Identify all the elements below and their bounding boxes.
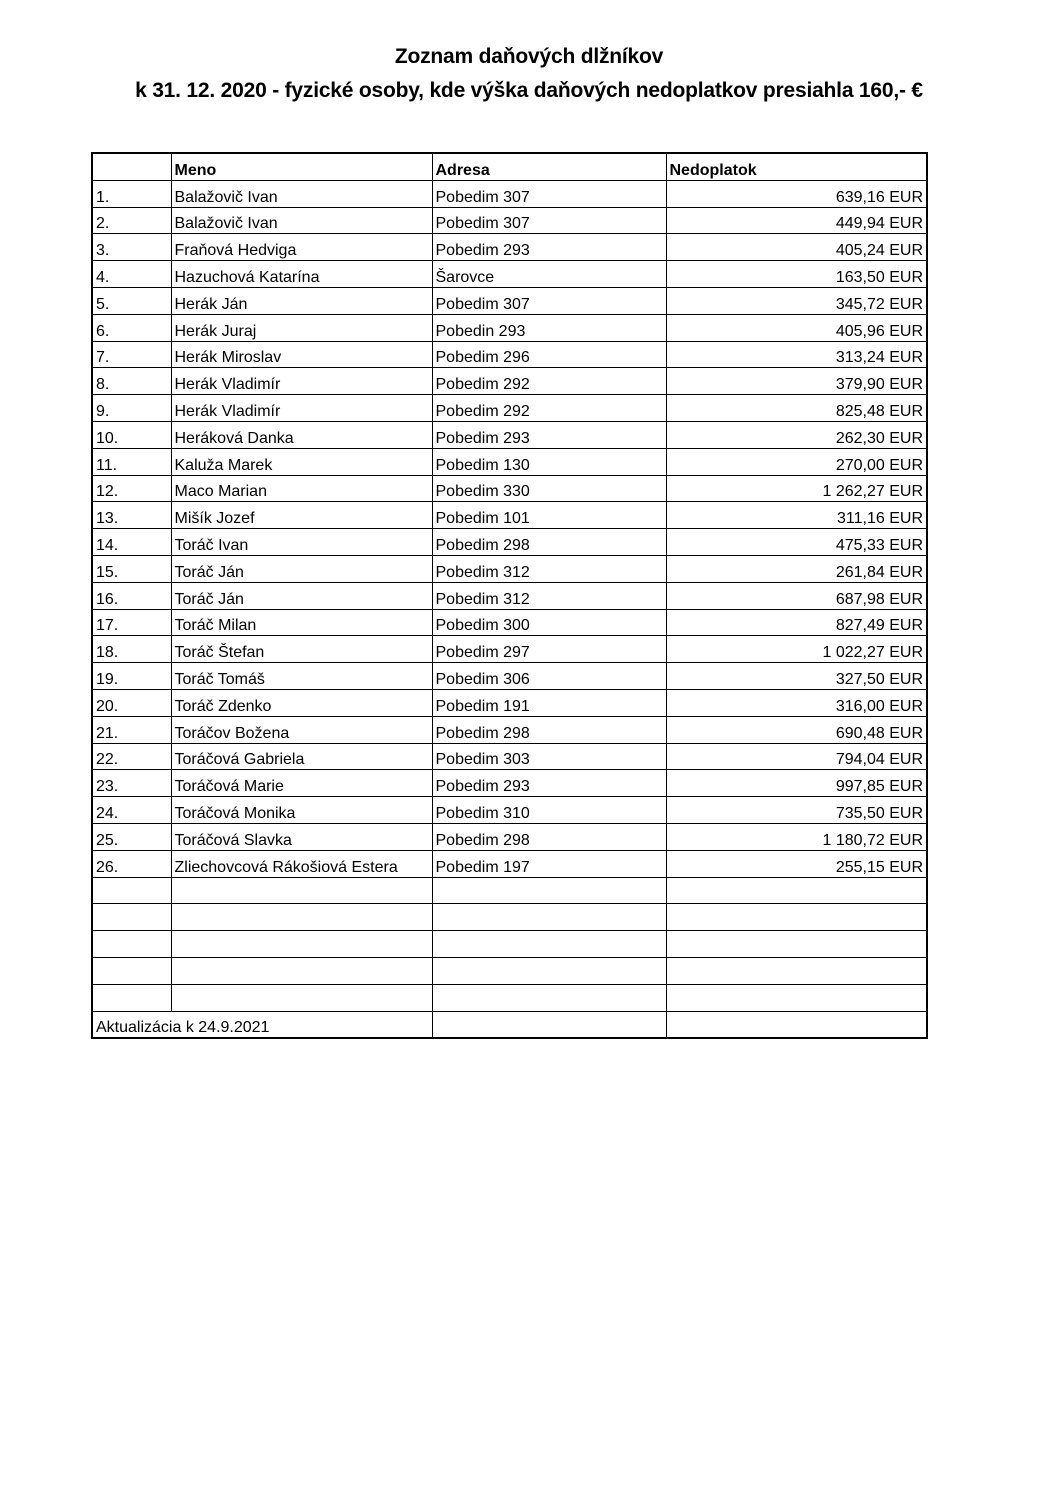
row-address: Pobedim 292	[432, 395, 666, 422]
row-amount: 735,50 EUR	[666, 797, 927, 824]
row-address: Pobedim 293	[432, 770, 666, 797]
table-row	[92, 180, 927, 207]
row-name: Toráčová Gabriela	[171, 743, 432, 770]
row-name: Toráčová Slavka	[171, 823, 432, 850]
row-name: Heráková Danka	[171, 421, 432, 448]
row-number: 2.	[92, 207, 171, 234]
row-amount: 690,48 EUR	[666, 716, 927, 743]
empty-cell	[432, 957, 666, 984]
row-address: Pobedim 310	[432, 797, 666, 824]
row-name: Toráč Zdenko	[171, 689, 432, 716]
row-amount: 379,90 EUR	[666, 368, 927, 395]
table-row	[92, 663, 927, 690]
row-name: Herák Vladimír	[171, 395, 432, 422]
row-amount: 405,96 EUR	[666, 314, 927, 341]
row-amount: 262,30 EUR	[666, 421, 927, 448]
table-row	[92, 555, 927, 582]
row-amount: 687,98 EUR	[666, 582, 927, 609]
row-name: Toráč Ján	[171, 582, 432, 609]
table-row	[92, 609, 927, 636]
row-amount: 449,94 EUR	[666, 207, 927, 234]
row-amount: 1 262,27 EUR	[666, 475, 927, 502]
row-number: 9.	[92, 395, 171, 422]
title-line-2: k 31. 12. 2020 - fyzické osoby, kde výška daňových nedoplatkov presiahla 160,- €	[135, 79, 923, 102]
row-number: 25.	[92, 823, 171, 850]
row-amount: 311,16 EUR	[666, 502, 927, 529]
table-row	[92, 743, 927, 770]
row-number: 20.	[92, 689, 171, 716]
row-number: 26.	[92, 850, 171, 877]
row-name: Toráčov Božena	[171, 716, 432, 743]
row-address: Pobedim 307	[432, 287, 666, 314]
row-number: 6.	[92, 314, 171, 341]
row-name: Toráč Milan	[171, 609, 432, 636]
row-address: Pobedim 298	[432, 716, 666, 743]
row-number: 17.	[92, 609, 171, 636]
empty-cell	[171, 877, 432, 904]
row-name: Toráčová Marie	[171, 770, 432, 797]
row-name: Fraňová Hedviga	[171, 234, 432, 261]
empty-cell	[171, 904, 432, 931]
row-number: 22.	[92, 743, 171, 770]
empty-cell	[666, 1011, 927, 1038]
header-number	[92, 153, 171, 180]
empty-row	[92, 931, 927, 958]
empty-cell	[432, 877, 666, 904]
row-address: Pobedim 303	[432, 743, 666, 770]
row-name: Zliechovcová Rákošiová Estera	[171, 850, 432, 877]
row-name: Toráč Tomáš	[171, 663, 432, 690]
header-name: Meno	[171, 153, 432, 180]
row-address: Pobedim 197	[432, 850, 666, 877]
row-address: Pobedim 300	[432, 609, 666, 636]
footer-row	[92, 1011, 927, 1038]
update-note: Aktualizácia k 24.9.2021	[92, 1011, 432, 1038]
empty-cell	[92, 904, 171, 931]
empty-cell	[92, 957, 171, 984]
table-row	[92, 395, 927, 422]
empty-cell	[666, 877, 927, 904]
empty-row	[92, 957, 927, 984]
table-row	[92, 850, 927, 877]
table-row	[92, 502, 927, 529]
row-name: Herák Juraj	[171, 314, 432, 341]
row-address: Pobedim 292	[432, 368, 666, 395]
row-amount: 405,24 EUR	[666, 234, 927, 261]
row-number: 7.	[92, 341, 171, 368]
row-number: 15.	[92, 555, 171, 582]
row-number: 12.	[92, 475, 171, 502]
table-row	[92, 287, 927, 314]
row-number: 13.	[92, 502, 171, 529]
row-name: Mišík Jozef	[171, 502, 432, 529]
header-address: Adresa	[432, 153, 666, 180]
row-amount: 997,85 EUR	[666, 770, 927, 797]
row-amount: 639,16 EUR	[666, 180, 927, 207]
table-row	[92, 636, 927, 663]
row-address: Pobedim 330	[432, 475, 666, 502]
row-number: 11.	[92, 448, 171, 475]
table-row	[92, 314, 927, 341]
row-name: Toráč Štefan	[171, 636, 432, 663]
row-number: 8.	[92, 368, 171, 395]
empty-cell	[171, 957, 432, 984]
row-amount: 313,24 EUR	[666, 341, 927, 368]
table-row	[92, 475, 927, 502]
row-amount: 261,84 EUR	[666, 555, 927, 582]
table-row	[92, 689, 927, 716]
row-number: 4.	[92, 261, 171, 288]
row-number: 3.	[92, 234, 171, 261]
row-number: 21.	[92, 716, 171, 743]
row-number: 14.	[92, 529, 171, 556]
row-address: Pobedim 307	[432, 207, 666, 234]
row-name: Herák Miroslav	[171, 341, 432, 368]
row-number: 23.	[92, 770, 171, 797]
empty-cell	[92, 931, 171, 958]
empty-row	[92, 904, 927, 931]
empty-cell	[171, 984, 432, 1011]
row-number: 19.	[92, 663, 171, 690]
row-amount: 475,33 EUR	[666, 529, 927, 556]
table-row	[92, 261, 927, 288]
row-name: Herák Ján	[171, 287, 432, 314]
empty-cell	[171, 931, 432, 958]
row-amount: 255,15 EUR	[666, 850, 927, 877]
row-number: 10.	[92, 421, 171, 448]
row-number: 18.	[92, 636, 171, 663]
empty-cell	[432, 1011, 666, 1038]
table-row	[92, 823, 927, 850]
row-name: Toráč Ján	[171, 555, 432, 582]
row-address: Pobedim 312	[432, 582, 666, 609]
table-row	[92, 421, 927, 448]
row-name: Maco Marian	[171, 475, 432, 502]
row-amount: 163,50 EUR	[666, 261, 927, 288]
empty-row	[92, 984, 927, 1011]
row-address: Pobedim 307	[432, 180, 666, 207]
table-row	[92, 368, 927, 395]
row-address: Pobedim 296	[432, 341, 666, 368]
row-address: Pobedim 101	[432, 502, 666, 529]
row-name: Hazuchová Katarína	[171, 261, 432, 288]
table-row	[92, 448, 927, 475]
row-amount: 327,50 EUR	[666, 663, 927, 690]
row-name: Balažovič Ivan	[171, 207, 432, 234]
row-address: Pobedim 297	[432, 636, 666, 663]
row-amount: 827,49 EUR	[666, 609, 927, 636]
empty-cell	[92, 984, 171, 1011]
table-row	[92, 341, 927, 368]
row-name: Balažovič Ivan	[171, 180, 432, 207]
row-number: 24.	[92, 797, 171, 824]
empty-cell	[666, 957, 927, 984]
row-amount: 316,00 EUR	[666, 689, 927, 716]
row-address: Pobedim 298	[432, 823, 666, 850]
table-header-row	[92, 153, 927, 180]
row-name: Toráč Ivan	[171, 529, 432, 556]
row-number: 5.	[92, 287, 171, 314]
row-address: Pobedim 191	[432, 689, 666, 716]
row-name: Toráčová Monika	[171, 797, 432, 824]
table-row	[92, 207, 927, 234]
row-name: Kaluža Marek	[171, 448, 432, 475]
table-row	[92, 797, 927, 824]
empty-cell	[666, 931, 927, 958]
empty-cell	[666, 904, 927, 931]
row-amount: 794,04 EUR	[666, 743, 927, 770]
table-row	[92, 529, 927, 556]
document-title	[0, 40, 1058, 108]
debtors-table	[91, 152, 928, 1039]
row-address: Pobedim 298	[432, 529, 666, 556]
row-address: Pobedim 293	[432, 234, 666, 261]
row-address: Pobedim 293	[432, 421, 666, 448]
table-row	[92, 234, 927, 261]
table-row	[92, 770, 927, 797]
header-amount: Nedoplatok	[666, 153, 927, 180]
row-number: 1.	[92, 180, 171, 207]
row-address: Pobedim 312	[432, 555, 666, 582]
row-amount: 345,72 EUR	[666, 287, 927, 314]
row-amount: 1 022,27 EUR	[666, 636, 927, 663]
table-row	[92, 582, 927, 609]
empty-cell	[432, 904, 666, 931]
row-address: Pobedim 130	[432, 448, 666, 475]
row-amount: 825,48 EUR	[666, 395, 927, 422]
empty-cell	[666, 984, 927, 1011]
row-amount: 1 180,72 EUR	[666, 823, 927, 850]
row-amount: 270,00 EUR	[666, 448, 927, 475]
empty-cell	[92, 877, 171, 904]
empty-row	[92, 877, 927, 904]
table-row	[92, 716, 927, 743]
row-address: Pobedim 306	[432, 663, 666, 690]
row-address: Šarovce	[432, 261, 666, 288]
title-line-1: Zoznam daňových dlžníkov	[394, 45, 664, 68]
empty-cell	[432, 931, 666, 958]
empty-cell	[432, 984, 666, 1011]
row-number: 16.	[92, 582, 171, 609]
row-name: Herák Vladimír	[171, 368, 432, 395]
row-address: Pobedin 293	[432, 314, 666, 341]
